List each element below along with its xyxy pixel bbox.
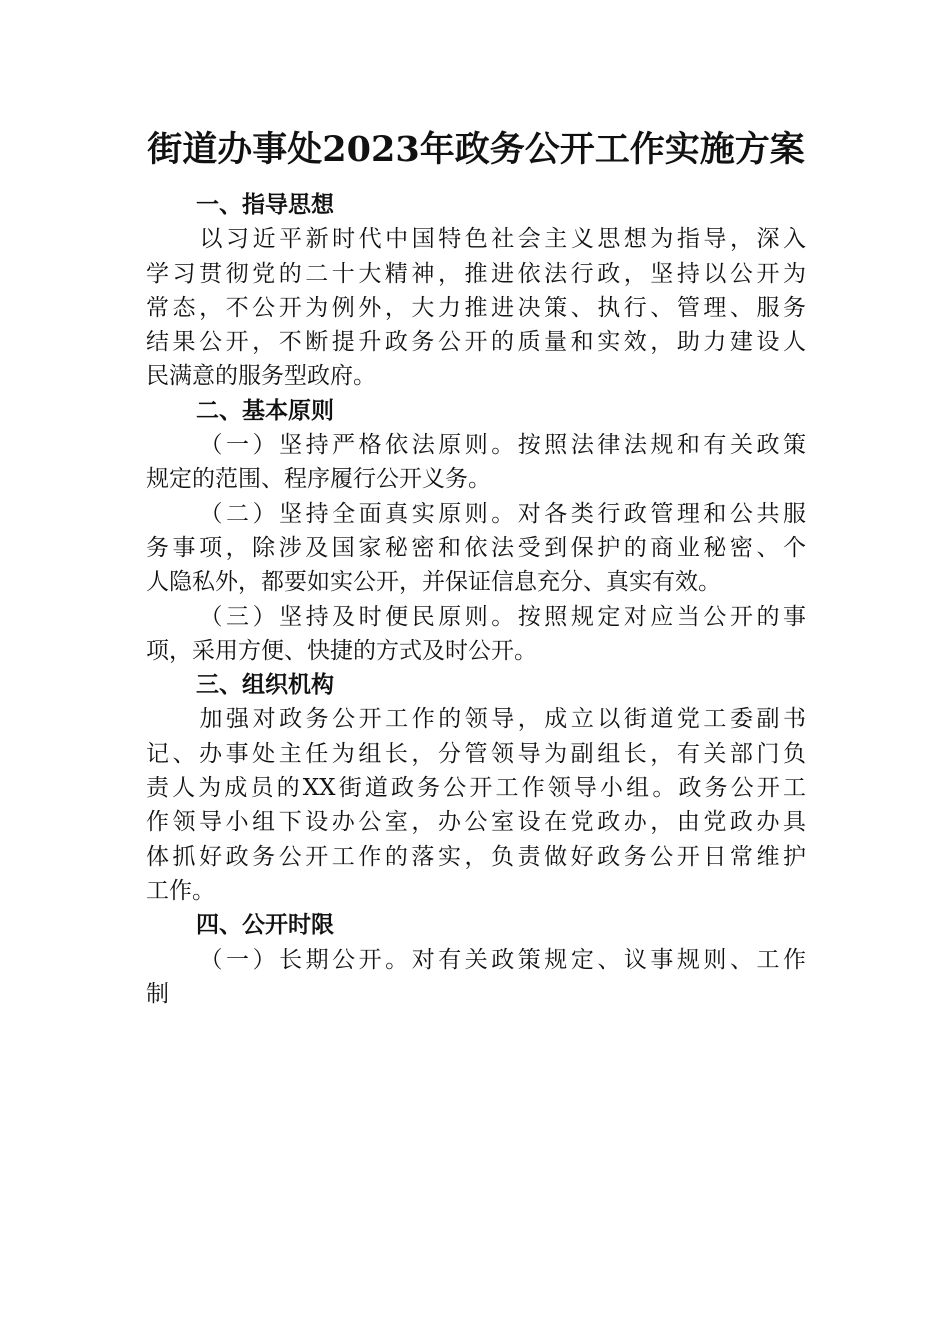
- document-body: [146, 188, 806, 1011]
- section-organization: [146, 668, 806, 908]
- paragraph-line: 人隐私外，都要如实公开，并保证信息充分、真实有效。: [146, 569, 721, 596]
- section-heading: 三、组织机构: [196, 672, 334, 699]
- paragraph-line: 结果公开，不断提升政务公开的质量和实效，助力建设人: [146, 329, 806, 356]
- line-text: （三）坚持及时便民原则。按照规定对应当公开的事: [196, 603, 806, 630]
- paragraph-line: 务事项，除涉及国家秘密和依法受到保护的商业秘密、个: [146, 534, 806, 561]
- section-heading: 二、基本原则: [196, 397, 334, 424]
- paragraph-line: 作领导小组下设办公室，办公室设在党政办，由党政办具: [146, 809, 806, 836]
- paragraph-line: 学习贯彻党的二十大精神，推进依法行政，坚持以公开为: [146, 260, 806, 287]
- paragraph-line: [146, 600, 806, 634]
- paragraph-line: [146, 428, 806, 462]
- paragraph-line: 项，采用方便、快捷的方式及时公开。: [146, 637, 537, 664]
- document-title: 街道办事处2023年政务公开工作实施方案: [147, 129, 805, 170]
- line-text: （一）坚持严格依法原则。按照法律法规和有关政策: [196, 432, 806, 459]
- paragraph-line: 责人为成员的XX街道政务公开工作领导小组。政务公开工: [146, 775, 806, 802]
- paragraph-line: 规定的范围、程序履行公开义务。: [146, 466, 491, 493]
- paragraph-line: 工作。: [146, 877, 215, 904]
- paragraph-line: 记、办事处主任为组长，分管领导为副组长，有关部门负: [146, 740, 806, 767]
- paragraph-line: 制: [146, 980, 169, 1007]
- section-guiding-ideology: [146, 188, 806, 394]
- line-text: 加强对政务公开工作的领导，成立以街道党工委副书: [196, 706, 806, 733]
- paragraph-line: [146, 943, 806, 977]
- line-text: （二）坚持全面真实原则。对各类行政管理和公共服: [196, 500, 806, 527]
- paragraph-line: 民满意的服务型政府。: [146, 363, 376, 390]
- section-heading: 四、公开时限: [196, 912, 334, 939]
- paragraph-line: 体抓好政务公开工作的落实，负责做好政务公开日常维护: [146, 843, 806, 870]
- line-text: 以习近平新时代中国特色社会主义思想为指导，深入: [196, 226, 806, 253]
- paragraph-line: 常态，不公开为例外，大力推进决策、执行、管理、服务: [146, 294, 806, 321]
- section-basic-principles: [146, 394, 806, 668]
- section-heading: 一、指导思想: [196, 192, 334, 218]
- section-disclosure-time-limit: [146, 908, 806, 1011]
- line-text: （一）长期公开。对有关政策规定、议事规则、工作: [196, 946, 806, 973]
- paragraph-line: [146, 222, 806, 256]
- paragraph-line: [146, 497, 806, 531]
- paragraph-line: [146, 702, 806, 736]
